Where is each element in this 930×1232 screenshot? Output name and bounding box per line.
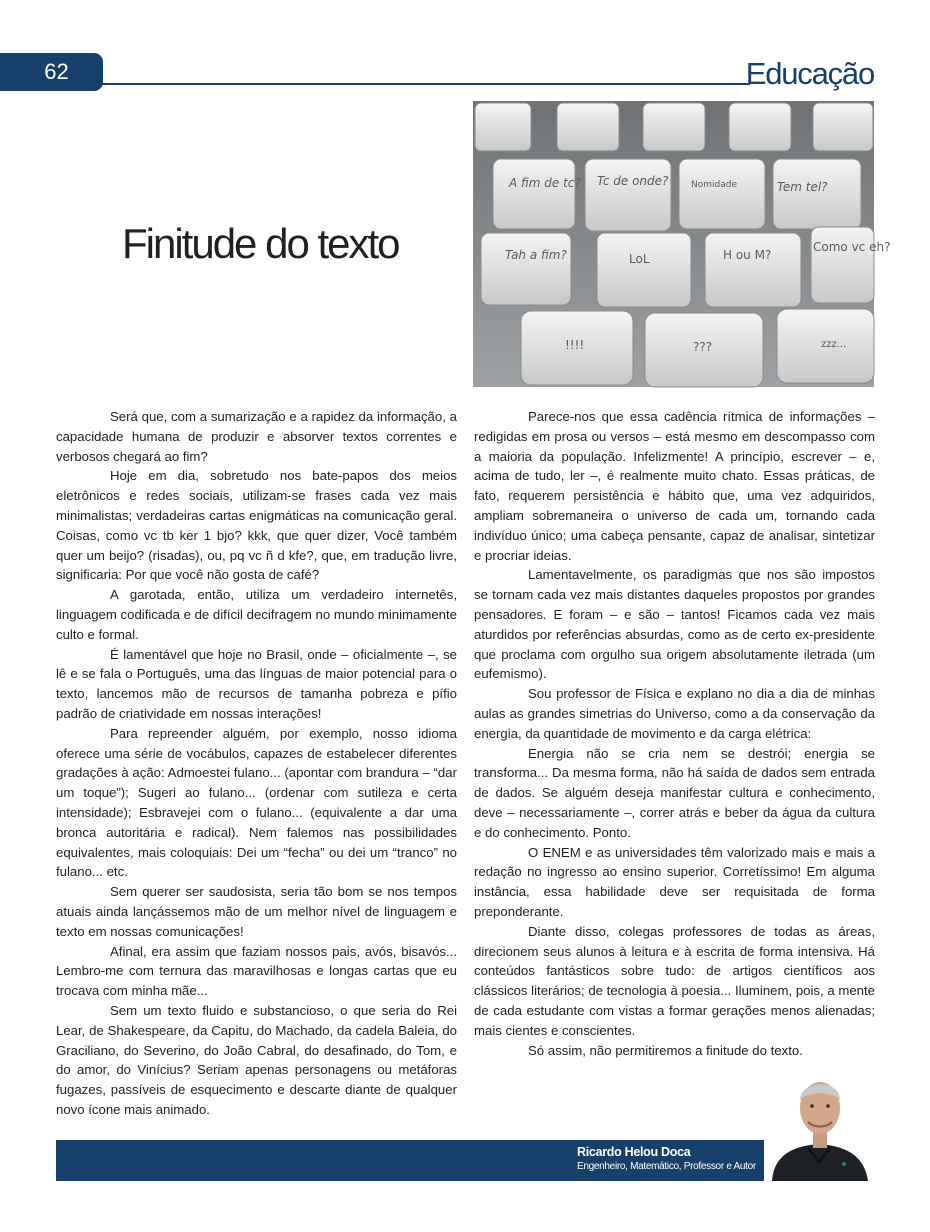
article-column-right	[474, 407, 875, 1060]
section-title: Educação	[745, 56, 874, 91]
key-label: Tah a fim?	[505, 248, 567, 262]
keyboard-photo	[473, 101, 891, 387]
key-label: zzz...	[821, 339, 847, 350]
key-label: Nomidade	[691, 180, 737, 190]
key-label: Tem tel?	[777, 180, 828, 194]
paragraph: Para repreender alguém, por exemplo, nosso idioma oferece uma série de vocábulos, capazes de estabelecer diferentes gradações à ação: Admoestei fulano... (apontar com brandura – “dar um toque”); Sugeri ao fulano... (ordenar com sutileza e certa intensidade); Esbravejei com o fulano... (equivalente a dar uma bronca autoritária e radical). Nem falemos nas possibilidades equivalentes, mais coloquiais: Dei um “fecha” ou dei um “tranco” no fulano... etc.	[56, 725, 457, 880]
article-column-left	[56, 407, 457, 1120]
key-label: Tc de onde?	[597, 174, 669, 188]
paragraph: É lamentável que hoje no Brasil, onde – oficialmente –, se lê e se fala o Português, uma das línguas de maior potencial para o texto, lancemos mão de recursos de tamanha pobreza e pífio padrão de criatividade em nossas interações!	[56, 646, 457, 721]
paragraph: Diante disso, colegas professores de todas as áreas, direcionem seus alunos à leitura e à escrita de forma intensiva. Há conteúdos fantásticos sobre tudo: de artigos científicos aos clássicos literários; de tecnologia à poesia... Iluminem, pois, a mente de cada estudante com vistas a formar gerações menos alienadas; mais cientes e conscientes.	[474, 923, 875, 1038]
key-label: LoL	[629, 252, 650, 266]
paragraph: Lamentavelmente, os paradigmas que nos são impostos se tornam cada vez mais distantes daqueles propostos por grandes pensadores. E foram – e são – tantos! Ficamos cada vez mais aturdidos por referências absurdas, como as de certo ex-presidente que proclama com orgulho sua origem absolutamente iletrada (um eufemismo).	[474, 567, 875, 682]
paragraph: Energia não se cria nem se destrói; energia se transforma... Da mesma forma, não há saída de dados sem entrada de dados. Se alguém deseja manifestar cultura e conhecimento, deve – necessariamente –, correr atrás e beber da água da cultura e do conhecimento. Ponto.	[474, 745, 875, 840]
author-name: Ricardo Helou Doca	[577, 1145, 691, 1159]
paragraph: Será que, com a sumarização e a rapidez da informação, a capacidade humana de produzir e absorver textos correntes e verbosos chegará ao fim?	[56, 409, 457, 464]
key-label: Como vc eh?	[813, 240, 891, 254]
paragraph: Sem um texto fluido e substancioso, o que seria do Rei Lear, de Shakespeare, da Capitu, do Machado, da cadela Baleia, do Graciliano, do Severino, do João Cabral, do desafinado, do Tom, e do amor, do Vinícius? Seriam apenas personagens ou metáforas fugazes, passíveis de esquecimento e descarte diante de qualquer novo ícone mais animado.	[56, 1002, 457, 1117]
key-label: ???	[693, 340, 713, 354]
key-label: !!!!	[565, 338, 585, 352]
key-label: H ou M?	[723, 248, 772, 262]
page-number: 62	[44, 59, 69, 84]
paragraph: A garotada, então, utiliza um verdadeiro internetês, linguagem codificada e de difícil decifragem no mundo minimamente culto e formal.	[56, 587, 457, 642]
page-number-tab	[0, 53, 103, 91]
paragraph: Parece-nos que essa cadência rítmica de informações – redigidas em prosa ou versos – está mesmo em descompasso com a maioria da população. Infelizmente! A princípio, escrever – e, acima de tudo, ler –, é realmente muito chato. Essas práticas, de fato, requerem persistência e hábito que, uma vez adquiridos, ampliam sobremaneira o universo de cada um, tornando cada indivíduo único; uma cabeça pensante, capaz de analisar, sintetizar e procriar ideias.	[474, 409, 875, 563]
paragraph: Só assim, não permitiremos a finitude do texto.	[528, 1042, 803, 1058]
paragraph: Hoje em dia, sobretudo nos bate-papos dos meios eletrônicos e redes sociais, utilizam-se frases cada vez mais minimalistas; verdadeiras cartas enigmáticas na comunicação geral. Coisas, como vc tb ker 1 bjo? kkk, que quer dizer, Você também quer um beijo? (risadas), ou, pq vc ñ d kfe?, que, em tradução livre, significaria: Por que você não gosta de café?	[56, 468, 457, 583]
article-title: Finitude do texto	[122, 220, 399, 267]
paragraph: Sou professor de Física e explano no dia a dia de minhas aulas as grandes simetrias do Universo, como a da conservação da energia, da quantidade de movimento e da carga elétrica:	[474, 686, 875, 741]
paragraph: Sem querer ser saudosista, seria tão bom se nos tempos atuais ainda lançássemos mão de um melhor nível de linguagem e texto em nossas comunicações!	[56, 884, 457, 939]
header-rule	[100, 83, 750, 85]
key-label: A fim de tc?	[509, 176, 581, 190]
author-role: Engenheiro, Matemático, Professor e Autor	[577, 1161, 756, 1172]
paragraph: Afinal, era assim que faziam nossos pais, avós, bisavós... Lembro-me com ternura das maravilhosas e longas cartas que eu trocava com minha mãe...	[56, 943, 457, 999]
paragraph: O ENEM e as universidades têm valorizado mais e mais a redação no ingresso ao ensino superior. Corretíssimo! Em alguma instância, essa habilidade deve ser requisitada de forma preponderante.	[474, 844, 875, 919]
author-portrait	[764, 1066, 874, 1181]
